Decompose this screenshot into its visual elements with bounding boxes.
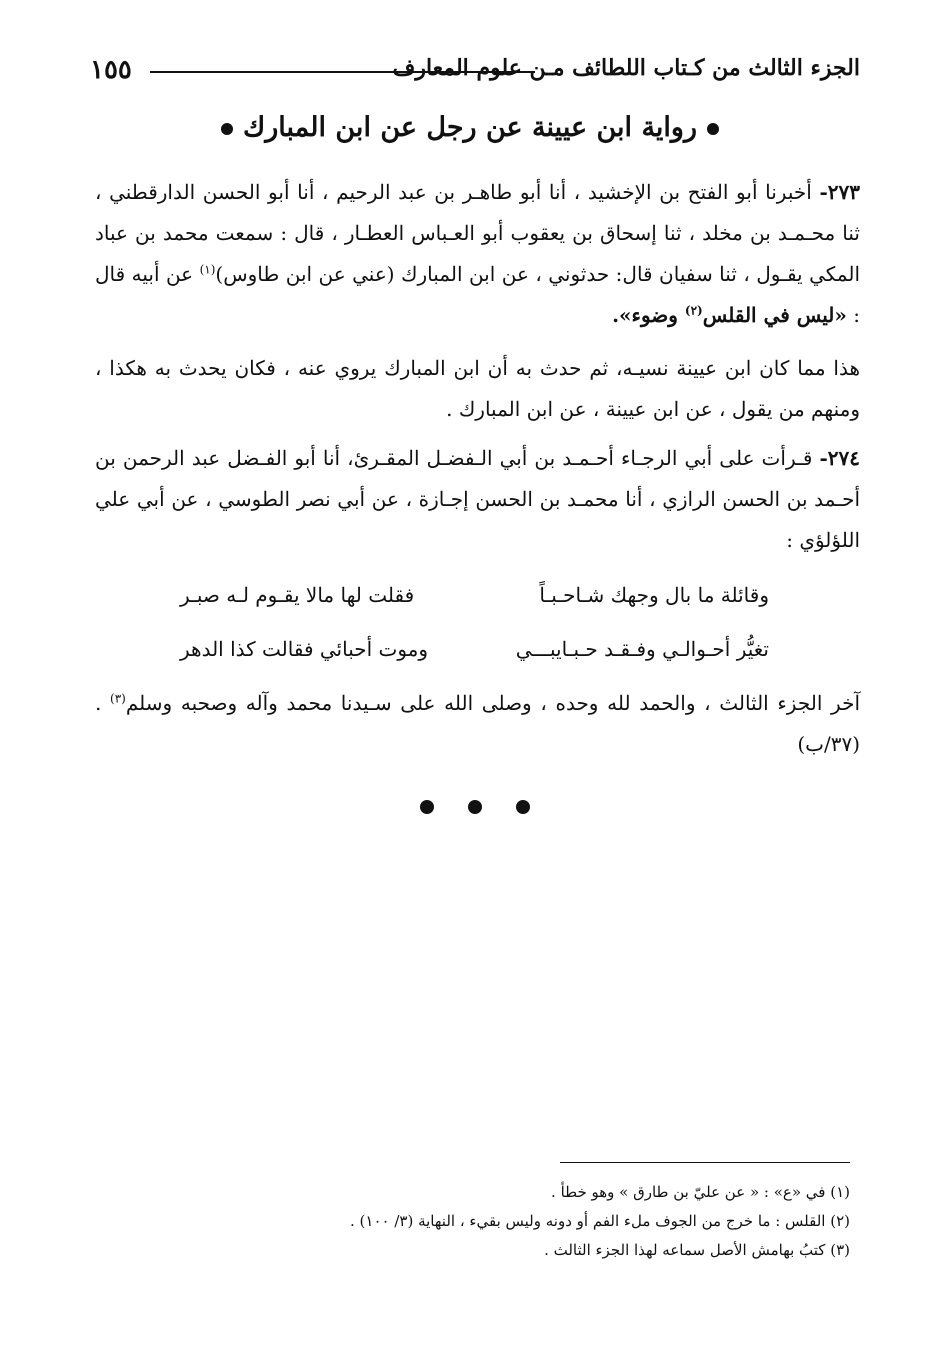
commentary-text: هذا مما كان ابن عيينة نسيـه، ثم حدث به أن ابن المبارك يروي عنه ، فكان يحدث به هكذا ، ومنهم من يقول ، عن ابن عيينة ، عن ابن المبارك . — [95, 356, 860, 421]
hadith-number: ٢٧٣- — [819, 180, 860, 204]
footnote: (٢) القلس : ما خرج من الجوف ملء الفم أو دونه وليس بقيء ، النهاية (٣/ ١٠٠) . — [350, 1212, 850, 1230]
hadith-quote: وضوء». — [612, 303, 678, 327]
hadith-text: عن أبيه قال : — [95, 262, 860, 327]
footnote: (٣) كتبُ بهامش الأصل سماعه لهذا الجزء الثالث . — [544, 1241, 850, 1259]
page-header — [90, 55, 860, 95]
hadith-quote: «ليس في القلس — [702, 303, 847, 327]
bullet-icon — [707, 123, 719, 135]
footnote: (١) في «ع» : « عن عليّ بن طارق » وهو خطأ . — [551, 1183, 850, 1201]
hadith-273 — [95, 172, 860, 336]
hadith-text: قـرأت على أبي الرجـاء أحـمـد بن أبي الـفضـل المقـرئ، أنا أبو الفـضل عبد الرحمن بن أحـمد بن الحسن الرازي ، أنا محمـد بن الحسن إجـازة ، عن أبي نصر الطوسي ، عن أبي علي اللؤلؤي : — [95, 446, 861, 552]
hadith-text: أخبرنا أبو الفتح بن الإخشيد ، أنا أبو طاهـر بن عبد الرحيم ، أنا أبو الحسن الدارقطني ، ثنا محـمـد بن مخلد ، ثنا إسحاق بن يعقوب أبو العـباس العطـار ، قال : سمعت محمد بن عباد المكي يقـول ، ثنا سفيان قال: حدثوني ، عن ابن المبارك (عني عن ابن طاوس) — [95, 180, 860, 286]
manuscript-ref: . (٣٧/ب) — [95, 691, 860, 756]
hadith-number: ٢٧٤- — [819, 446, 861, 470]
end-ornament — [420, 800, 530, 814]
closing-colophon — [95, 683, 860, 765]
verse-line-2-second: وموت أحبائي فقالت كذا الدهر — [180, 637, 429, 661]
footnotes — [270, 1178, 850, 1265]
section-title — [120, 112, 820, 143]
footnote-rule — [560, 1162, 850, 1163]
dot-icon — [420, 800, 434, 814]
colophon-text: آخر الجزء الثالث ، والحمد لله وحده ، وصلى الله على سـيدنا محمد وآله وصحبه وسلم — [125, 691, 860, 715]
bullet-icon — [221, 123, 233, 135]
page-number: ١٥٥ — [90, 55, 132, 85]
dot-icon — [468, 800, 482, 814]
footnote-ref: (١) — [199, 262, 216, 277]
commentary — [95, 348, 860, 430]
footnote-ref: (٢) — [684, 303, 703, 318]
verse-line-1-second: فقلت لها مالا يقـوم لـه صبـر — [180, 583, 415, 607]
verse-line-1-first: وقائلة ما بال وجهك شـاحـبـاً — [539, 583, 769, 607]
verse-line-2-first: تغيُّر أحـوالـي وفـقـد حـبـايبـــي — [515, 637, 769, 661]
running-title: الجزء الثالث من كـتاب اللطائف مـن علوم المعارف — [392, 55, 860, 81]
hadith-274 — [95, 438, 860, 561]
section-title-text: رواية ابن عيينة عن رجل عن ابن المبارك — [242, 112, 698, 143]
dot-icon — [516, 800, 530, 814]
footnote-ref: (٣) — [110, 691, 126, 706]
